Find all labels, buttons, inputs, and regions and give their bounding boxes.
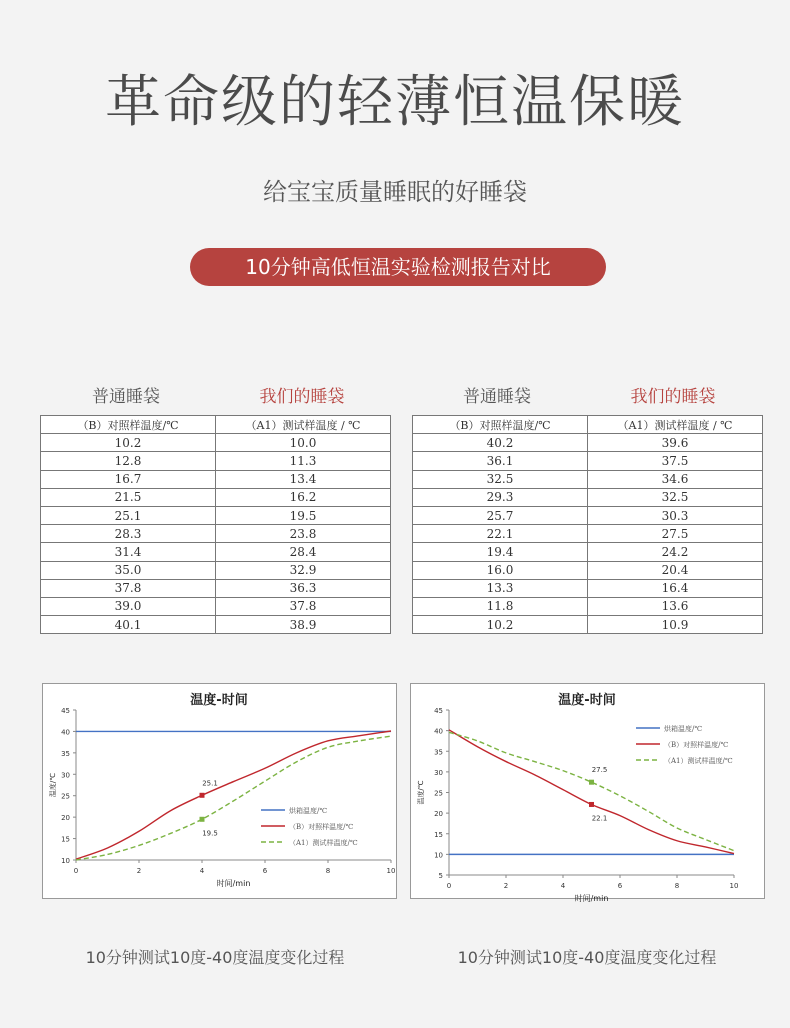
chart-cooling-caption: 10分钟测试10度-40度温度变化过程 — [457, 948, 717, 967]
y-tick-label: 25 — [61, 792, 70, 801]
table-row — [41, 506, 391, 524]
y-tick-label: 35 — [61, 749, 70, 758]
table-row — [41, 525, 391, 543]
y-tick-label: 30 — [61, 771, 70, 780]
y-tick-label: 40 — [61, 728, 70, 737]
data-label: 22.1 — [591, 814, 608, 823]
data-label: 25.1 — [202, 779, 218, 788]
table2-col-ours: 我们的睡袋 — [630, 387, 716, 407]
table-cell: 38.9 — [216, 616, 391, 634]
table-cell: 21.5 — [41, 488, 216, 506]
report-badge: 10分钟高低恒温实验检测报告对比 — [190, 248, 606, 286]
chart-title: 温度-时间 — [190, 693, 248, 708]
y-tick-label: 40 — [434, 727, 443, 736]
chart-heating-svg — [43, 684, 396, 898]
y-tick-label: 5 — [438, 872, 443, 880]
chart-heating — [42, 683, 397, 899]
chart-cooling-svg — [411, 684, 764, 903]
table-cell: 34.6 — [588, 470, 763, 488]
x-tick-label: 0 — [446, 882, 452, 890]
table-header-cell: （B）对照样温度/℃ — [41, 416, 216, 434]
x-tick-label: 6 — [262, 867, 268, 875]
table-cell: 16.4 — [588, 579, 763, 597]
data-label: 19.5 — [202, 829, 218, 838]
x-axis-label: 时间/min — [216, 879, 251, 888]
table-cell: 32.5 — [588, 488, 763, 506]
table-cell: 10.2 — [41, 434, 216, 452]
table-cell: 36.1 — [413, 452, 588, 470]
table-cell: 23.8 — [216, 525, 391, 543]
temperature-table-cooling — [412, 415, 763, 634]
table-cell: 19.4 — [413, 543, 588, 561]
table-cell: 28.3 — [41, 525, 216, 543]
legend-label: 烘箱温度/℃ — [664, 725, 703, 733]
y-tick-label: 20 — [61, 814, 70, 823]
table-row — [41, 488, 391, 506]
table-cell: 39.6 — [588, 434, 763, 452]
y-tick-label: 15 — [434, 830, 443, 839]
x-tick-label: 8 — [325, 867, 331, 875]
table-cell: 36.3 — [216, 579, 391, 597]
table-cell: 13.3 — [413, 579, 588, 597]
table-row — [413, 488, 763, 506]
series-line-2 — [449, 732, 734, 850]
table-cell: 37.8 — [216, 597, 391, 615]
chart-heating-caption: 10分钟测试10度-40度温度变化过程 — [85, 948, 345, 967]
table-header-cell: （A1）测试样温度 / ℃ — [588, 416, 763, 434]
table-row — [413, 597, 763, 615]
table-cell: 22.1 — [413, 525, 588, 543]
data-label: 27.5 — [591, 766, 608, 775]
legend-label: （A1）测试样温度/℃ — [664, 757, 733, 765]
y-tick-label: 20 — [434, 810, 443, 819]
temperature-table-heating — [40, 415, 391, 634]
table-row — [413, 616, 763, 634]
table-cell: 13.4 — [216, 470, 391, 488]
legend-label: 烘箱温度/℃ — [289, 807, 328, 815]
x-tick-label: 4 — [560, 882, 566, 890]
table-cell: 37.5 — [588, 452, 763, 470]
x-tick-label: 4 — [199, 867, 205, 875]
data-point-marker — [589, 780, 594, 785]
y-tick-label: 10 — [434, 851, 443, 860]
table-row — [413, 525, 763, 543]
x-tick-label: 8 — [674, 882, 680, 890]
table-header-cell: （B）对照样温度/℃ — [413, 416, 588, 434]
table-cell: 25.7 — [413, 506, 588, 524]
table-cell: 24.2 — [588, 543, 763, 561]
legend-label: （A1）测试样温度/℃ — [289, 839, 358, 847]
data-point-marker — [200, 793, 205, 798]
table-cell: 10.0 — [216, 434, 391, 452]
table-cell: 10.2 — [413, 616, 588, 634]
table-cell: 16.2 — [216, 488, 391, 506]
table-cell: 37.8 — [41, 579, 216, 597]
table-cell: 11.8 — [413, 597, 588, 615]
table-header-cell: （A1）测试样温度 / ℃ — [216, 416, 391, 434]
y-tick-label: 15 — [61, 835, 70, 844]
table-row — [413, 434, 763, 452]
table1-col-plain: 普通睡袋 — [92, 387, 160, 407]
table-header-row — [41, 416, 391, 434]
x-tick-label: 10 — [386, 867, 396, 875]
chart-cooling — [410, 683, 765, 903]
table-row — [413, 506, 763, 524]
table-row — [41, 470, 391, 488]
table-cell: 39.0 — [41, 597, 216, 615]
table-cell: 28.4 — [216, 543, 391, 561]
table-row — [413, 452, 763, 470]
table-cell: 12.8 — [41, 452, 216, 470]
x-axis-label: 时间/min — [574, 894, 609, 903]
y-axis-label: 温度/℃ — [49, 772, 57, 798]
table-cell: 40.1 — [41, 616, 216, 634]
y-tick-label: 45 — [61, 707, 70, 715]
table-cell: 16.0 — [413, 561, 588, 579]
table-row — [41, 434, 391, 452]
table-cell: 35.0 — [41, 561, 216, 579]
table-row — [413, 579, 763, 597]
y-tick-label: 45 — [434, 707, 443, 715]
chart-title: 温度-时间 — [558, 693, 616, 708]
table2-col-plain: 普通睡袋 — [463, 387, 531, 407]
page-subtitle: 给宝宝质量睡眠的好睡袋 — [263, 178, 527, 206]
x-tick-label: 10 — [729, 882, 739, 890]
table-header-row — [413, 416, 763, 434]
table-row — [41, 579, 391, 597]
y-tick-label: 30 — [434, 768, 443, 777]
table-cell: 30.3 — [588, 506, 763, 524]
x-tick-label: 6 — [617, 882, 623, 890]
x-tick-label: 0 — [73, 867, 79, 875]
table-row — [41, 452, 391, 470]
table-row — [413, 561, 763, 579]
table-cell: 31.4 — [41, 543, 216, 561]
data-point-marker — [200, 817, 205, 822]
legend-label: （B）对照样温度/℃ — [289, 823, 354, 831]
data-point-marker — [589, 802, 594, 807]
table-row — [41, 561, 391, 579]
table-cell: 13.6 — [588, 597, 763, 615]
table-cell: 40.2 — [413, 434, 588, 452]
table-cell: 10.9 — [588, 616, 763, 634]
y-tick-label: 10 — [61, 857, 70, 865]
table-row — [413, 470, 763, 488]
table-cell: 25.1 — [41, 506, 216, 524]
table-cell: 19.5 — [216, 506, 391, 524]
y-tick-label: 25 — [434, 789, 443, 798]
table1-col-ours: 我们的睡袋 — [259, 387, 345, 407]
y-axis-label: 温度/℃ — [417, 780, 425, 805]
table-cell: 32.5 — [413, 470, 588, 488]
table-cell: 11.3 — [216, 452, 391, 470]
table-cell: 16.7 — [41, 470, 216, 488]
x-tick-label: 2 — [136, 867, 142, 875]
table-cell: 32.9 — [216, 561, 391, 579]
table-cell: 29.3 — [413, 488, 588, 506]
page-title: 革命级的轻薄恒温保暖 — [105, 70, 685, 135]
x-tick-label: 2 — [503, 882, 509, 890]
table-row — [41, 597, 391, 615]
table-row — [41, 616, 391, 634]
y-tick-label: 35 — [434, 748, 443, 757]
table-cell: 20.4 — [588, 561, 763, 579]
table-row — [413, 543, 763, 561]
table-cell: 27.5 — [588, 525, 763, 543]
legend-label: （B）对照样温度/℃ — [664, 741, 729, 749]
table-row — [41, 543, 391, 561]
